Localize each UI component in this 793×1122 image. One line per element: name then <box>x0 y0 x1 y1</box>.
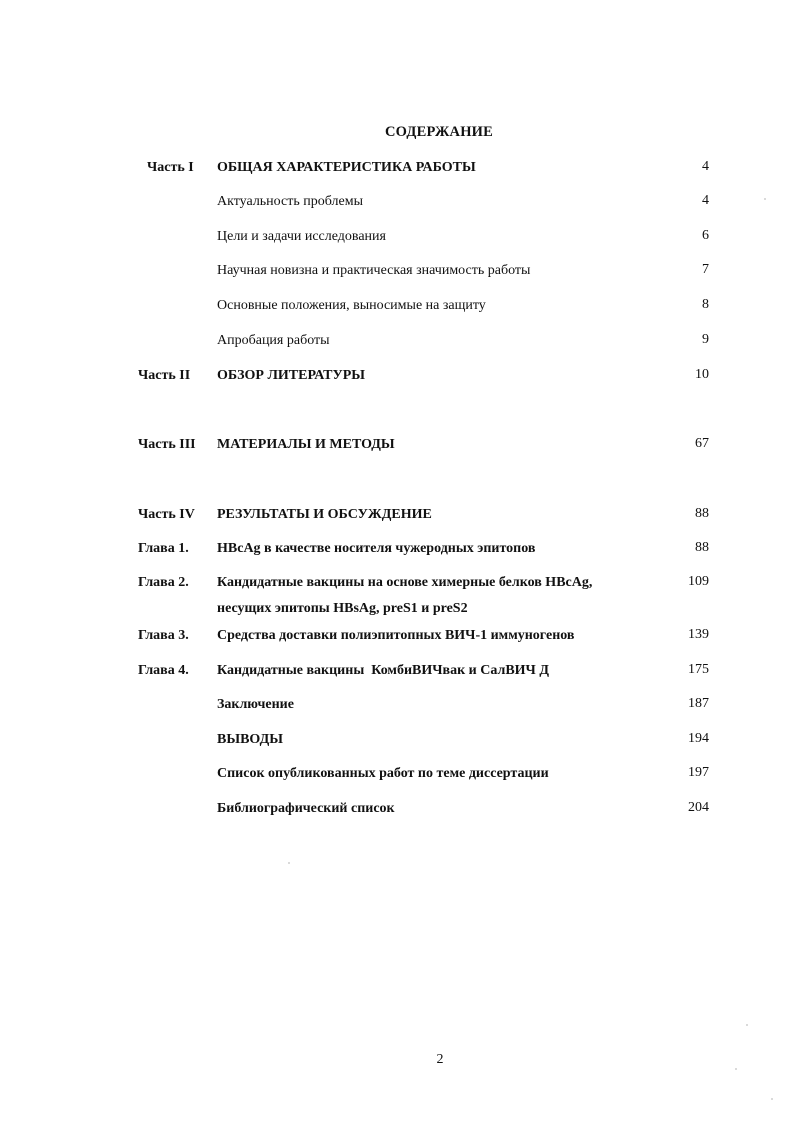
scan-speck <box>764 198 766 200</box>
toc-entry[interactable] <box>0 263 793 285</box>
toc-entry[interactable] <box>0 229 793 251</box>
toc-entry-title: ВЫВОДЫ <box>217 732 283 747</box>
toc-page-number: 88 <box>695 540 709 555</box>
toc-entry-title: Научная новизна и практическая значимость работы <box>217 263 531 278</box>
toc-chapter-label: Глава 2. <box>138 575 189 590</box>
toc-entry[interactable] <box>0 333 793 355</box>
toc-entry-title-line1: Кандидатные вакцины на основе химерные белков HBcAg, <box>217 575 593 590</box>
toc-entry[interactable] <box>0 732 793 754</box>
toc-entry[interactable] <box>0 160 793 182</box>
toc-page-number: 197 <box>688 765 709 780</box>
toc-page-number: 4 <box>702 159 709 174</box>
page-number-footer: 2 <box>436 1052 444 1067</box>
toc-entry[interactable] <box>0 628 793 650</box>
toc-entry[interactable] <box>0 801 793 823</box>
toc-entry-title-line2: несущих эпитопы HBsAg, preS1 и preS2 <box>217 601 468 616</box>
toc-entry-title: Цели и задачи исследования <box>217 229 386 244</box>
toc-entry[interactable] <box>0 298 793 320</box>
toc-entry-title: ОБЗОР ЛИТЕРАТУРЫ <box>217 368 366 383</box>
toc-part-label: Часть III <box>138 437 196 452</box>
scan-speck <box>746 1024 748 1026</box>
scan-speck <box>735 1068 737 1070</box>
toc-entry[interactable] <box>0 507 793 529</box>
toc-entry-title: Апробация работы <box>217 333 330 348</box>
toc-page-number: 204 <box>688 800 709 815</box>
toc-page-number: 10 <box>695 367 709 382</box>
toc-entry[interactable] <box>0 663 793 685</box>
toc-page-number: 88 <box>695 506 709 521</box>
toc-entry[interactable] <box>0 766 793 788</box>
toc-entry[interactable] <box>0 437 793 459</box>
toc-page-number: 187 <box>688 696 709 711</box>
toc-chapter-label: Глава 4. <box>138 663 189 678</box>
page-title: СОДЕРЖАНИЕ <box>384 124 494 140</box>
toc-entry-title: Кандидатные вакцины КомбиВИЧвак и СалВИЧ Д <box>217 663 549 678</box>
toc-entry-title: Актуальность проблемы <box>217 194 363 209</box>
toc-part-label: Часть IV <box>138 507 195 522</box>
toc-page-number: 9 <box>702 332 709 347</box>
toc-part-label: Часть I <box>147 160 194 175</box>
toc-entry-title: Основные положения, выносимые на защиту <box>217 298 486 313</box>
toc-entry[interactable] <box>0 368 793 390</box>
toc-entry[interactable] <box>0 541 793 563</box>
toc-entry-title: Средства доставки полиэпитопных ВИЧ-1 иммуногенов <box>217 628 575 643</box>
toc-page-number: 7 <box>702 262 709 277</box>
toc-entry-title: МАТЕРИАЛЫ И МЕТОДЫ <box>217 437 395 452</box>
toc-entry[interactable] <box>0 575 793 623</box>
toc-page-number: 4 <box>702 193 709 208</box>
toc-entry-title: HBcAg в качестве носителя чужеродных эпитопов <box>217 541 536 556</box>
toc-page-number: 67 <box>695 436 709 451</box>
toc-entry-title: Заключение <box>217 697 294 712</box>
toc-entry-title <box>217 575 657 617</box>
scan-speck <box>288 862 290 864</box>
toc-entry[interactable] <box>0 697 793 719</box>
toc-chapter-label: Глава 1. <box>138 541 189 556</box>
toc-entry-title: Список опубликованных работ по теме диссертации <box>217 766 549 781</box>
toc-entry[interactable] <box>0 194 793 216</box>
toc-entry-title: РЕЗУЛЬТАТЫ И ОБСУЖДЕНИЕ <box>217 507 432 522</box>
toc-entry-title: ОБЩАЯ ХАРАКТЕРИСТИКА РАБОТЫ <box>217 160 476 175</box>
toc-entry-title: Библиографический список <box>217 801 395 816</box>
toc-page-number: 194 <box>688 731 709 746</box>
toc-page-number: 6 <box>702 228 709 243</box>
toc-page-number: 175 <box>688 662 709 677</box>
toc-page-number: 109 <box>688 574 709 589</box>
toc-page-number: 8 <box>702 297 709 312</box>
scan-speck <box>771 1098 773 1100</box>
toc-chapter-label: Глава 3. <box>138 628 189 643</box>
toc-page-number: 139 <box>688 627 709 642</box>
toc-part-label: Часть II <box>138 368 191 383</box>
